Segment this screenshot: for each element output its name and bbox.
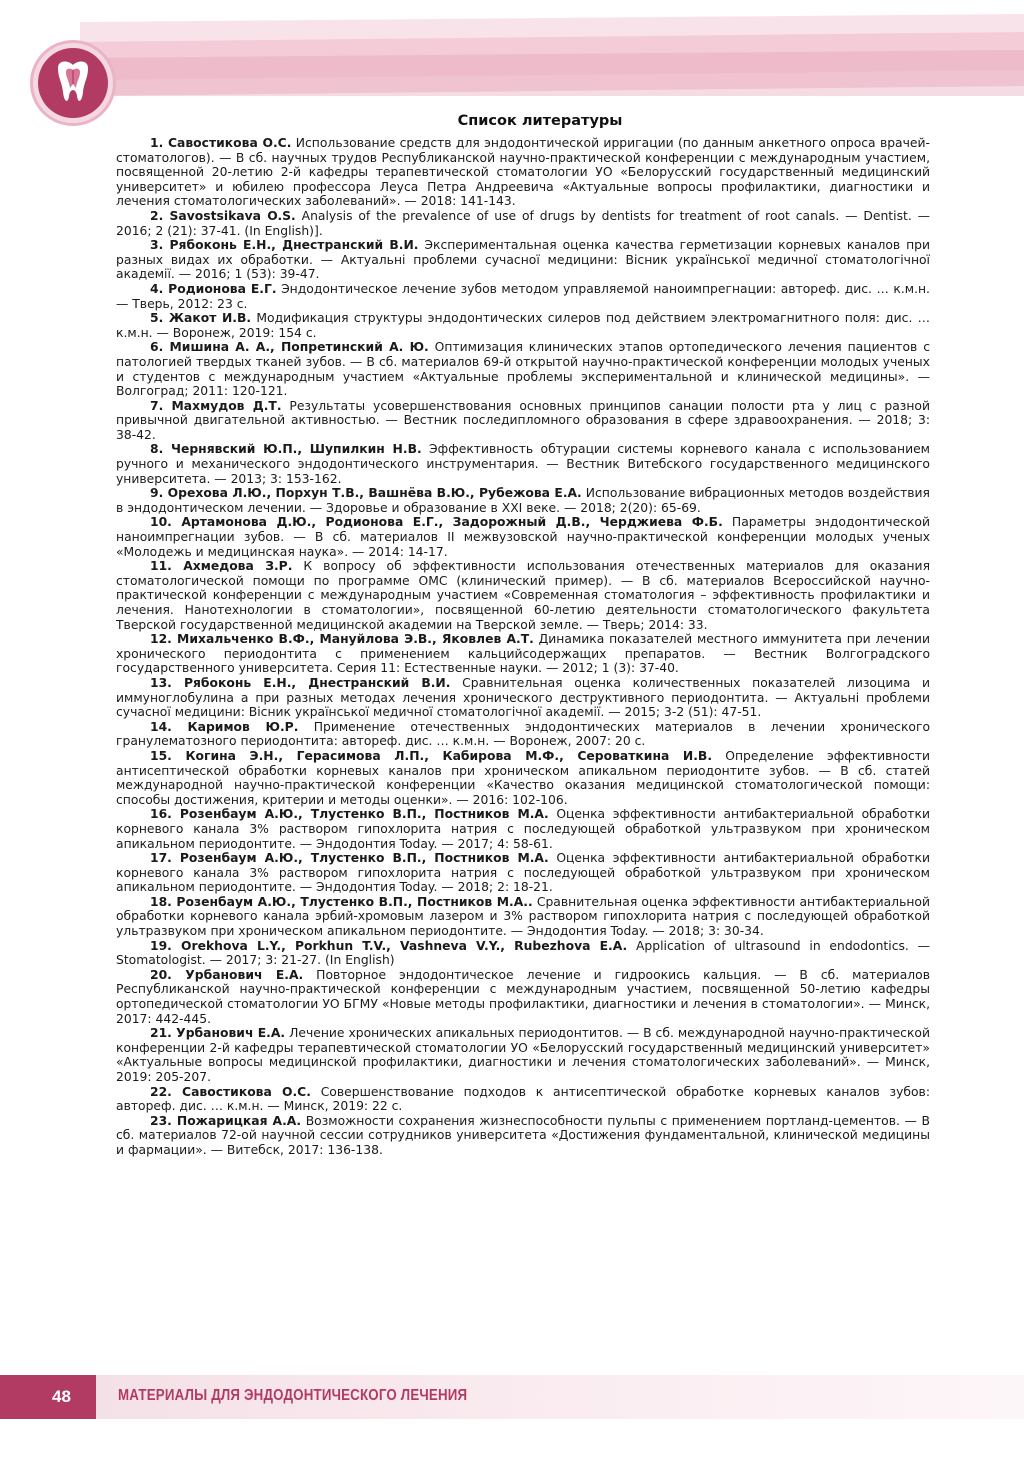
reference-authors: 12. Михальченко В.Ф., Мануйлова Э.В., Яковлев А.Т. — [150, 632, 534, 647]
reference-item — [116, 1114, 930, 1158]
reference-item — [116, 807, 930, 851]
reference-item — [116, 895, 930, 939]
reference-text: Оценка эффективности антибактериальной обработки корневого канала 3% раствором гипохлорита натрия с последующей обработкой ультразвуком при хроническом апикальном периодонтите. — Эндодонтия Today. — 2017; 4: 58-61. — [116, 807, 930, 851]
reference-text: Лечение хронических апикальных периодонтитов. — В сб. международной научно-практической конференции 2-й кафедры терапевтической стоматологии УО «Белорусский государственный медицинский университет» «Актуальные вопросы медицинской профилактики, диагностики и лечения стоматологических заболеваний». — Минск, 2019: 205-207. — [116, 1026, 930, 1084]
page-number: 48 — [52, 1387, 71, 1406]
reference-authors: 10. Артамонова Д.Ю., Родионова Е.Г., Задорожный Д.В., Черджиева Ф.Б. — [150, 515, 723, 530]
reference-text: Совершенствование подходов к антисептической обработке корневых каналов зубов: автореф. дис. … к.м.н. — Минск, 2019: 22 с. — [116, 1084, 930, 1114]
reference-authors: 7. Махмудов Д.Т. — [150, 398, 282, 413]
reference-item — [116, 515, 930, 559]
reference-text: Application of ultrasound in endodontics. — Stomatologist. — 2017; 3: 21-27. (In English) — [116, 938, 930, 968]
reference-item — [116, 209, 930, 238]
reference-item — [116, 340, 930, 398]
reference-item — [116, 851, 930, 895]
reference-authors: 2. Savostsikava O.S. — [150, 208, 296, 223]
tooth-icon — [38, 48, 108, 118]
reference-text: Применение отечественных эндодонтических материалов в лечении хронического гранулематозного периодонтита: автореф. дис. … к.м.н. — Воронеж, 2007: 20 с. — [116, 719, 930, 749]
reference-authors: 18. Розенбаум А.Ю., Тлустенко В.П., Постников М.А.. — [150, 894, 533, 909]
reference-authors: 6. Мишина А. А., Попретинский А. Ю. — [150, 340, 429, 355]
reference-item — [116, 720, 930, 749]
reference-authors: 19. Orekhova L.Y., Porkhun T.V., Vashneva V.Y., Rubezhova E.A. — [150, 938, 628, 953]
reference-item — [116, 136, 930, 209]
reference-item — [116, 749, 930, 807]
reference-text: Сравнительная оценка эффективности антибактериальной обработки корневого канала эрбий-хромовым лазером и 3% раствором гипохлорита натрия с последующей обработкой ультразвуком при хроническом апикальном периодонтите. — Эндодонтия Today. — 2018; 3: 30-34. — [116, 894, 930, 939]
reference-text: Модификация структуры эндодонтических силеров под действием электромагнитного поля: дис. … к.м.н. — Воронеж, 2019: 154 с. — [116, 311, 930, 340]
reference-authors: 14. Каримов Ю.Р. — [150, 719, 299, 734]
reference-authors: 21. Урбанович Е.А. — [150, 1026, 286, 1041]
page-title: Список литературы — [457, 113, 623, 129]
reference-item — [116, 939, 930, 968]
reference-text: Использование вибрационных методов воздействия в эндодонтическом лечении. — Здоровье и образование в XXI веке. — 2018; 2(20): 65-69. — [116, 486, 930, 515]
reference-item — [116, 282, 930, 311]
logo — [38, 48, 108, 118]
reference-item — [116, 968, 930, 1026]
reference-text: Результаты усовершенствования основных принципов санации полости рта у лиц с разной привычной двигательной активностью. — Вестник последипломного образования в сфере здравоохранения. — 2018; 3: 38-42. — [116, 398, 930, 442]
reference-item — [116, 399, 930, 443]
reference-item — [116, 632, 930, 676]
reference-item — [116, 1085, 930, 1114]
reference-text: Динамика показателей местного иммунитета при лечении хронического периодонтита с применением кальцийсодержащих препаратов. — Вестник Волгоградского государственного университета. Серия 11: Естественные науки. — 2012; 1 (3): 37-40. — [116, 632, 930, 676]
reference-authors: 3. Рябоконь Е.Н., Днестранский В.И. — [150, 238, 419, 253]
reference-authors: 5. Жакот И.В. — [150, 311, 252, 326]
reference-text: Параметры эндодонтической наноимпрегнации зубов. — В сб. материалов II межвузовской научно-практической конференции молодых ученых «Молодежь и медицинская наука». — 2014: 14-17. — [116, 515, 930, 559]
footer-title: МАТЕРИАЛЫ ДЛЯ ЭНДОДОНТИЧЕСКОГО ЛЕЧЕНИЯ — [118, 1387, 468, 1404]
reference-item — [116, 1026, 930, 1084]
reference-text: Оценка эффективности антибактериальной обработки корневого канала 3% раствором гипохлорита натрия с последующей обработкой ультразвуком при хроническом апикальном периодонтите. — Эндодонтия Today. — 2018; 2: 18-21. — [116, 851, 930, 895]
reference-text: К вопросу об эффективности использования отечественных материалов для оказания стоматологической помощи по программе ОМС (клинический пример). — В сб. материалов Всероссийской научно-практической конференции с международным участием «Современная стоматология – эффективность профилактики и лечения. Нанотехнологии в стоматологии», посвященной 60-летию деятельности стоматологического факультета Тверской государственной медицинской академии на Тверской земле. — Тверь; 2014: 33. — [116, 559, 930, 632]
reference-authors: 16. Розенбаум А.Ю., Тлустенко В.П., Постников М.А. — [150, 807, 549, 822]
reference-text: Analysis of the prevalence of use of drugs by dentists for treatment of root canals. — Dentist. — 2016; 2 (21): 37-41. (In English)]. — [116, 208, 930, 238]
reference-authors: 8. Чернявский Ю.П., Шупилкин Н.В. — [150, 442, 422, 457]
reference-authors: 17. Розенбаум А.Ю., Тлустенко В.П., Постников М.А. — [150, 851, 549, 866]
reference-item — [116, 442, 930, 486]
reference-text: Возможности сохранения жизнеспособности пульпы с применением портланд-цементов. — В сб. материалов 72-ой научной сессии сотрудников университета «Достижения фундаментальной, клинической медицины и фармации». — Витебск, 2017: 136-138. — [116, 1113, 930, 1157]
reference-text: Эндодонтическое лечение зубов методом управляемой наноимпрегнации: автореф. дис. … к.м.н. — Тверь, 2012: 23 с. — [116, 281, 930, 311]
reference-text: Определение эффективности антисептической обработки корневых каналов при хроническом апикальном периодонтите зубов. — В сб. статей международной научно-практической конференции «Качество оказания медицинской стоматологической помощи: способы достижения, критерии и методы оценки». — 2016: 102-106. — [116, 748, 930, 807]
reference-authors: 1. Савостикова О.С. — [150, 136, 292, 150]
reference-authors: 15. Когина Э.Н., Герасимова Л.П., Кабирова М.Ф., Сероваткина И.В. — [150, 748, 713, 763]
reference-text: Сравнительная оценка количественных показателей лизоцима и иммуноглобулина а при разных методах лечения хронического деструктивного периодонтита. — Актуальні проблеми сучасної медицини: Вісник української медичної стоматологічної академії. — 2015; 3-2 (51): 47-51. — [116, 675, 930, 720]
reference-item — [116, 676, 930, 720]
reference-item — [116, 311, 930, 340]
reference-authors: 4. Родионова Е.Г. — [150, 281, 277, 296]
reference-list — [116, 136, 930, 1158]
reference-authors: 9. Орехова Л.Ю., Порхун Т.В., Вашнёва В.Ю., Рубежова Е.А. — [150, 486, 582, 501]
reference-item — [116, 559, 930, 632]
reference-authors: 22. Савостикова О.С. — [150, 1084, 311, 1099]
page-number-badge — [0, 1375, 96, 1419]
header-decoration — [0, 14, 1024, 96]
reference-item — [116, 238, 930, 282]
reference-item — [116, 486, 930, 515]
reference-text: Эффективность обтурации системы корневого канала с использованием ручного и механического эндодонтического инструментария. — Вестник Витебского государственного медицинского университета. — 2013; 3: 153-162. — [116, 442, 930, 486]
reference-authors: 13. Рябоконь Е.Н., Днестранский В.И. — [150, 675, 451, 690]
reference-text: Оптимизация клинических этапов ортопедического лечения пациентов с патологией твердых тканей зубов. — В сб. материалов 69-й открытой научно-практической конференции молодых ученых и студентов с международным участием «Актуальные проблемы экспериментальной и клинической медицины». — Волгоград; 2011: 120-121. — [116, 340, 930, 399]
reference-authors: 23. Пожарицкая А.А. — [150, 1113, 302, 1128]
reference-authors: 11. Ахмедова З.Р. — [150, 559, 293, 574]
reference-text: Повторное эндодонтическое лечение и гидроокись кальция. — В сб. материалов Республиканской научно-практической конференции с международным участием, посвященной 50-летию кафедры ортопедической стоматологии УО БГМУ «Новые методы профилактики, диагностики и лечения в стоматологии». — Минск, 2017: 442-445. — [116, 967, 930, 1026]
reference-authors: 20. Урбанович Е.А. — [150, 967, 304, 982]
reference-text: Использование средств для эндодонтической ирригации (по данным анкетного опроса врачей-стоматологов). — В сб. научных трудов Республиканской научно-практической конференции с международным участием, посвященной 20-летию 2-й кафедры терапевтической стоматологии УО «Белорусский государственный медицинский университет» и юбилею профессора Леуса Петра Андреевича «Актуальные вопросы профилактики, диагностики и лечения стоматологических заболеваний». — 2018: 141-143. — [116, 136, 930, 209]
reference-text: Экспериментальная оценка качества герметизации корневых каналов при разных видах их обработки. — Актуальні проблеми сучасної медицини: Вісник української медичної стоматологічної академії. — 2016; 1 (53): 39-47. — [116, 238, 930, 282]
